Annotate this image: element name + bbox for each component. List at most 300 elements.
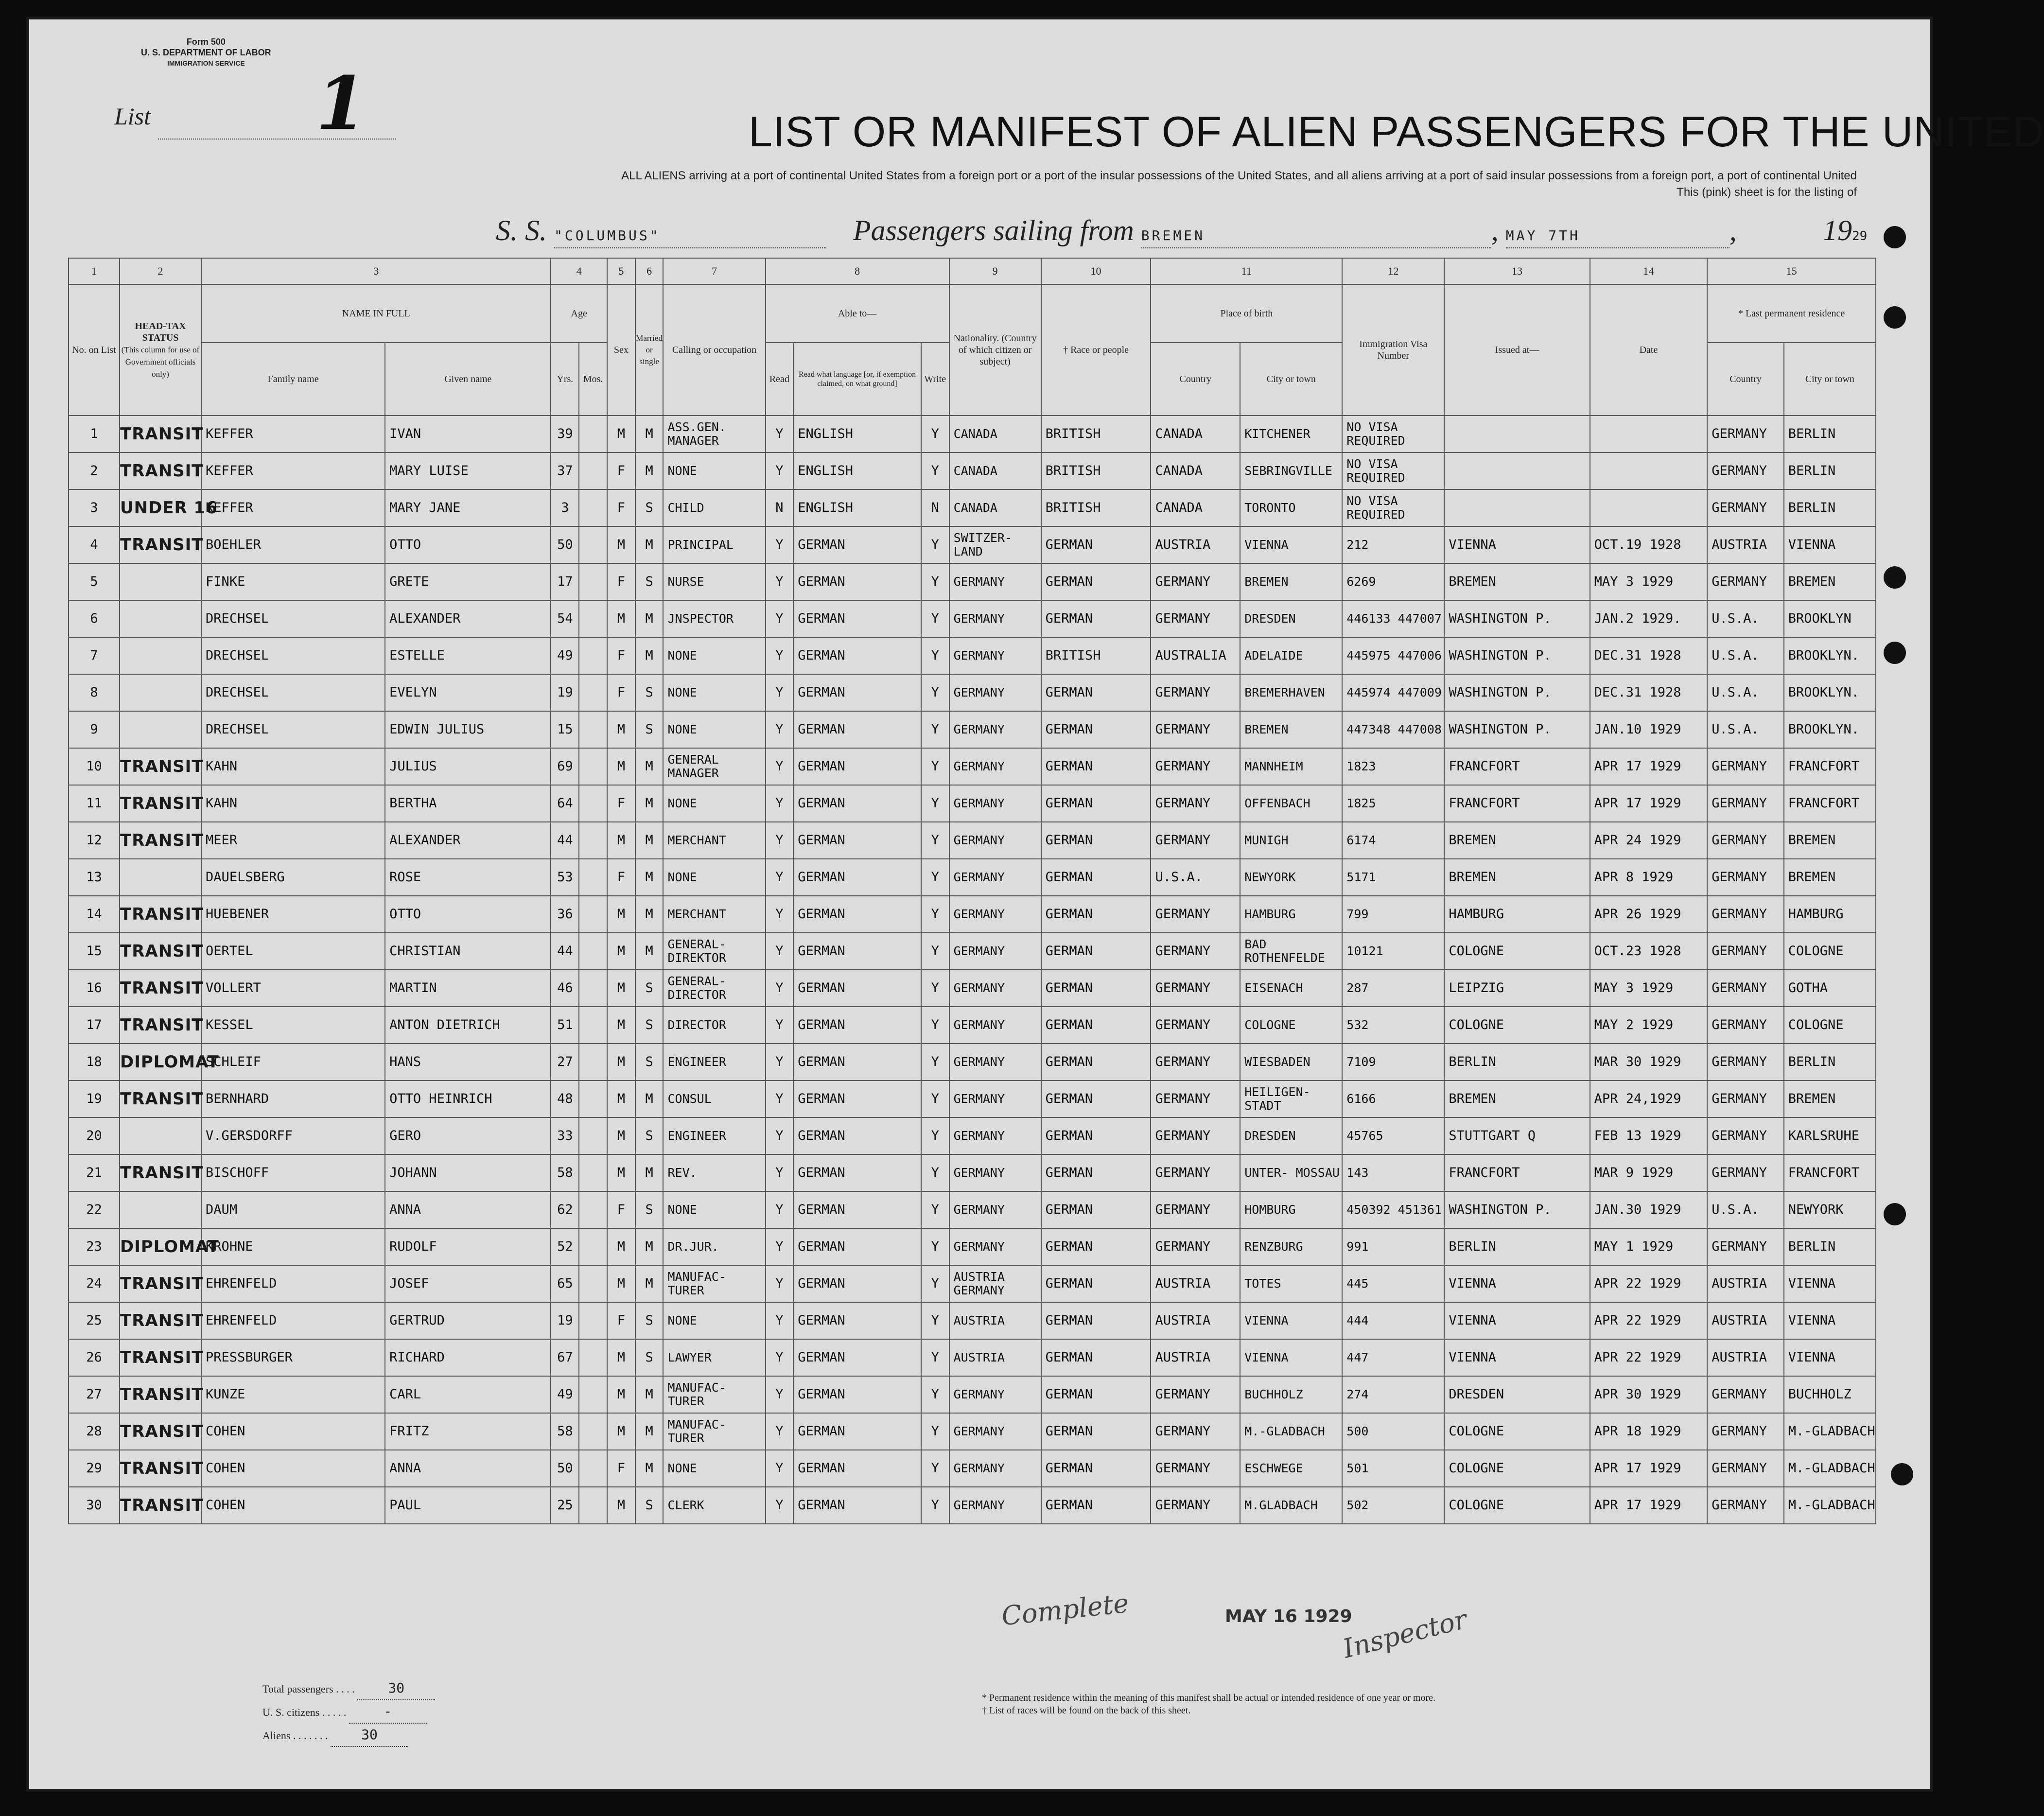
list-number: 1 [316,61,367,146]
given-name: OTTO HEINRICH [385,1081,551,1118]
ship-prefix: S. S. [496,214,547,246]
marital-status: M [635,526,664,563]
nationality: GERMANY [949,1081,1041,1118]
age-months [579,1450,607,1487]
visa-number: 799 [1342,896,1444,933]
race: BRITISH [1041,489,1151,526]
age-months [579,748,607,785]
can-write: Y [921,1413,949,1450]
can-read: Y [766,453,794,489]
marital-status: S [635,1339,664,1376]
handwritten-complete: Complete [1000,1588,1131,1632]
subtitle-line-2: This (pink) sheet is for the listing of [1677,186,1857,199]
birth-country: GERMANY [1151,896,1240,933]
header-married: Married or single [635,284,664,416]
residence-country: AUSTRIA [1707,526,1784,563]
table-row [69,1450,1876,1487]
sex: M [607,1413,635,1450]
visa-issued-at: COLOGNE [1444,1413,1590,1450]
row-number: 20 [69,1118,120,1154]
visa-issued-at: DRESDEN [1444,1376,1590,1413]
can-read: Y [766,859,794,896]
table-row [69,416,1876,453]
residence-country: GERMANY [1707,1376,1784,1413]
residence-city: HAMBURG [1784,896,1876,933]
birth-country: GERMANY [1151,674,1240,711]
header-given-name: Given name [385,343,551,416]
col-num-11: 11 [1151,258,1342,284]
visa-number: 446133 447007 [1342,600,1444,637]
sex: M [607,970,635,1007]
table-row [69,1118,1876,1154]
visa-date: APR 8 1929 [1590,859,1708,896]
visa-issued-at: HAMBURG [1444,896,1590,933]
given-name: OTTO [385,896,551,933]
totals [262,1677,435,1747]
residence-country: GERMANY [1707,1154,1784,1191]
can-read: Y [766,970,794,1007]
race: GERMAN [1041,859,1151,896]
visa-number: 450392 451361 [1342,1191,1444,1228]
birth-country: GERMANY [1151,970,1240,1007]
birth-city: DRESDEN [1240,1118,1342,1154]
occupation: LAWYER [663,1339,765,1376]
age-years: 64 [551,785,579,822]
visa-date: APR 22 1929 [1590,1339,1708,1376]
read-language: GERMAN [793,1376,921,1413]
marital-status: M [635,637,664,674]
residence-city: BUCHHOLZ [1784,1376,1876,1413]
visa-issued-at: WASHINGTON P. [1444,711,1590,748]
punch-hole [1891,1463,1913,1485]
visa-issued-at: BERLIN [1444,1044,1590,1081]
given-name: FRITZ [385,1413,551,1450]
residence-country: GERMANY [1707,1044,1784,1081]
head-tax-status: TRANSIT [120,822,201,859]
occupation: NONE [663,1450,765,1487]
marital-status: M [635,896,664,933]
birth-country: GERMANY [1151,1413,1240,1450]
header-head-tax: HEAD-TAX STATUS (This column for use of Government officials only) [120,284,201,416]
table-row [69,563,1876,600]
race: GERMAN [1041,1118,1151,1154]
read-language: GERMAN [793,933,921,970]
can-write: Y [921,416,949,453]
read-language: GERMAN [793,600,921,637]
age-months [579,453,607,489]
read-language: GERMAN [793,1487,921,1524]
aliens-row: Aliens . . . . . . . 30 [262,1724,435,1747]
residence-country: GERMANY [1707,748,1784,785]
occupation: CONSUL [663,1081,765,1118]
occupation: NONE [663,637,765,674]
col-num-1: 1 [69,258,120,284]
nationality: AUSTRIA GERMANY [949,1265,1041,1302]
marital-status: M [635,1376,664,1413]
visa-number: 10121 [1342,933,1444,970]
birth-city: KITCHENER [1240,416,1342,453]
head-tax-status: TRANSIT [120,1487,201,1524]
residence-city: FRANCFORT [1784,1154,1876,1191]
row-number: 13 [69,859,120,896]
visa-number: 6174 [1342,822,1444,859]
race: GERMAN [1041,822,1151,859]
age-years: 27 [551,1044,579,1081]
family-name: BISCHOFF [201,1154,385,1191]
race: GERMAN [1041,1413,1151,1450]
departure-port: BREMEN [1141,227,1205,244]
race: GERMAN [1041,711,1151,748]
nationality: GERMANY [949,1487,1041,1524]
age-months [579,1118,607,1154]
visa-issued-at: COLOGNE [1444,933,1590,970]
occupation: MERCHANT [663,822,765,859]
header-issued-at: Issued at— [1444,284,1590,416]
age-years: 44 [551,933,579,970]
table-row [69,1376,1876,1413]
head-tax-status [120,1191,201,1228]
visa-number: NO VISA REQUIRED [1342,453,1444,489]
occupation: DR.JUR. [663,1228,765,1265]
visa-date: MAR 30 1929 [1590,1044,1708,1081]
can-write: Y [921,970,949,1007]
given-name: BERTHA [385,785,551,822]
visa-issued-at: BREMEN [1444,1081,1590,1118]
given-name: ALEXANDER [385,822,551,859]
family-name: OERTEL [201,933,385,970]
row-number: 7 [69,637,120,674]
birth-country: GERMANY [1151,1487,1240,1524]
visa-date: APR 17 1929 [1590,748,1708,785]
residence-country: AUSTRIA [1707,1302,1784,1339]
visa-number: 444 [1342,1302,1444,1339]
table-row [69,933,1876,970]
visa-date: APR 30 1929 [1590,1376,1708,1413]
can-write: Y [921,563,949,600]
manifest-table [68,258,1876,1524]
header-yrs: Yrs. [551,343,579,416]
age-months [579,1081,607,1118]
residence-city: BROOKLYN. [1784,674,1876,711]
row-number: 11 [69,785,120,822]
family-name: KROHNE [201,1228,385,1265]
table-row [69,822,1876,859]
age-months [579,563,607,600]
can-read: Y [766,526,794,563]
row-number: 25 [69,1302,120,1339]
sex: M [607,1487,635,1524]
residence-city: VIENNA [1784,1339,1876,1376]
residence-city: M.-GLADBACH [1784,1487,1876,1524]
visa-date: OCT.23 1928 [1590,933,1708,970]
punch-hole [1884,566,1906,589]
residence-country: GERMANY [1707,489,1784,526]
table-row [69,1007,1876,1044]
departure-year: 1929 [1823,214,1868,246]
family-name: BERNHARD [201,1081,385,1118]
birth-country: CANADA [1151,489,1240,526]
family-name: KESSEL [201,1007,385,1044]
can-write: Y [921,1339,949,1376]
birth-country: GERMANY [1151,1007,1240,1044]
birth-country: GERMANY [1151,1154,1240,1191]
header-birth-city: City or town [1240,343,1342,416]
residence-country: GERMANY [1707,1450,1784,1487]
can-write: Y [921,748,949,785]
family-name: DRECHSEL [201,674,385,711]
handwritten-inspector: Inspector [1340,1604,1470,1664]
residence-country: GERMANY [1707,563,1784,600]
form-header [141,36,271,69]
age-years: 37 [551,453,579,489]
age-months [579,1007,607,1044]
residence-city: M.-GLADBACH [1784,1413,1876,1450]
visa-issued-at [1444,416,1590,453]
age-years: 46 [551,970,579,1007]
occupation: GENERAL- DIREKTOR [663,933,765,970]
age-months [579,1228,607,1265]
birth-country: GERMANY [1151,822,1240,859]
given-name: MARTIN [385,970,551,1007]
row-number: 24 [69,1265,120,1302]
can-read: Y [766,748,794,785]
occupation: ENGINEER [663,1118,765,1154]
race: GERMAN [1041,970,1151,1007]
visa-issued-at: STUTTGART Q [1444,1118,1590,1154]
residence-country: GERMANY [1707,1487,1784,1524]
residence-country: U.S.A. [1707,637,1784,674]
punch-hole [1884,1203,1906,1225]
birth-city: WIESBADEN [1240,1044,1342,1081]
can-write: Y [921,896,949,933]
visa-date: JAN.10 1929 [1590,711,1708,748]
row-number: 19 [69,1081,120,1118]
sex: M [607,933,635,970]
can-read: Y [766,896,794,933]
table-row [69,785,1876,822]
occupation: NONE [663,859,765,896]
nationality: AUSTRIA [949,1339,1041,1376]
header-nationality: Nationality. (Country of which citizen or subject) [949,284,1041,416]
can-read: Y [766,416,794,453]
race: GERMAN [1041,1265,1151,1302]
visa-date: APR 22 1929 [1590,1265,1708,1302]
race: GERMAN [1041,896,1151,933]
given-name: CARL [385,1376,551,1413]
can-write: Y [921,1376,949,1413]
age-years: 39 [551,416,579,453]
marital-status: S [635,970,664,1007]
visa-date: APR 17 1929 [1590,1487,1708,1524]
birth-country: AUSTRIA [1151,1265,1240,1302]
residence-country: GERMANY [1707,416,1784,453]
age-years: 53 [551,859,579,896]
nationality: GERMANY [949,896,1041,933]
visa-number: 501 [1342,1450,1444,1487]
visa-date: JAN.2 1929. [1590,600,1708,637]
can-read: Y [766,1413,794,1450]
table-row [69,1081,1876,1118]
age-months [579,859,607,896]
family-name: EHRENFELD [201,1265,385,1302]
age-years: 3 [551,489,579,526]
sex: M [607,416,635,453]
given-name: RICHARD [385,1339,551,1376]
age-years: 44 [551,822,579,859]
can-write: Y [921,933,949,970]
header-row-1 [69,284,1876,343]
col-num-6: 6 [635,258,664,284]
residence-city: NEWYORK [1784,1191,1876,1228]
occupation: MANUFAC- TURER [663,1376,765,1413]
nationality: GERMANY [949,748,1041,785]
can-write: Y [921,859,949,896]
birth-city: SEBRINGVILLE [1240,453,1342,489]
visa-date: JAN.30 1929 [1590,1191,1708,1228]
nationality: SWITZER- LAND [949,526,1041,563]
table-row [69,600,1876,637]
race: GERMAN [1041,785,1151,822]
age-years: 50 [551,526,579,563]
age-months [579,637,607,674]
can-read: Y [766,1302,794,1339]
race: GERMAN [1041,933,1151,970]
visa-number: 445974 447009 [1342,674,1444,711]
can-read: Y [766,933,794,970]
visa-date: MAY 2 1929 [1590,1007,1708,1044]
visa-number: 1825 [1342,785,1444,822]
birth-country: CANADA [1151,416,1240,453]
age-years: 58 [551,1413,579,1450]
occupation: JNSPECTOR [663,600,765,637]
can-write: Y [921,526,949,563]
marital-status: M [635,1413,664,1450]
age-years: 67 [551,1339,579,1376]
family-name: SCHLEIF [201,1044,385,1081]
read-language: GERMAN [793,711,921,748]
visa-number: NO VISA REQUIRED [1342,416,1444,453]
residence-city: GOTHA [1784,970,1876,1007]
marital-status: S [635,711,664,748]
table-row [69,1265,1876,1302]
given-name: EDWIN JULIUS [385,711,551,748]
occupation: MANUFAC- TURER [663,1265,765,1302]
visa-date: MAR 9 1929 [1590,1154,1708,1191]
residence-city: BERLIN [1784,489,1876,526]
given-name: PAUL [385,1487,551,1524]
age-years: 15 [551,711,579,748]
visa-issued-at: LEIPZIG [1444,970,1590,1007]
sex: M [607,1044,635,1081]
aliens-value: 30 [331,1724,408,1747]
row-number: 9 [69,711,120,748]
residence-city: BREMEN [1784,822,1876,859]
birth-city: TOTES [1240,1265,1342,1302]
sex: M [607,1154,635,1191]
occupation: CHILD [663,489,765,526]
race: GERMAN [1041,748,1151,785]
sex: M [607,1339,635,1376]
head-tax-status [120,637,201,674]
race: GERMAN [1041,1044,1151,1081]
race: GERMAN [1041,1450,1151,1487]
residence-country: U.S.A. [1707,711,1784,748]
read-language: GERMAN [793,1081,921,1118]
head-tax-status: UNDER 16 [120,489,201,526]
head-tax-status: TRANSIT [120,1302,201,1339]
race: GERMAN [1041,1191,1151,1228]
page-title: LIST OR MANIFEST OF ALIEN PASSENGERS FOR THE UNITED [749,107,2044,156]
read-language: GERMAN [793,1007,921,1044]
table-row [69,1154,1876,1191]
header-date: Date [1590,284,1708,416]
can-read: Y [766,1339,794,1376]
header-place-of-birth: Place of birth [1151,284,1342,343]
manifest-table-wrapper [68,258,1915,1524]
birth-country: GERMANY [1151,711,1240,748]
head-tax-status: TRANSIT [120,933,201,970]
can-write: N [921,489,949,526]
read-language: GERMAN [793,896,921,933]
birth-country: GERMANY [1151,748,1240,785]
occupation: MERCHANT [663,896,765,933]
can-read: Y [766,1081,794,1118]
age-years: 50 [551,1450,579,1487]
birth-city: UNTER- MOSSAU [1240,1154,1342,1191]
age-years: 33 [551,1118,579,1154]
visa-number: 143 [1342,1154,1444,1191]
occupation: REV. [663,1154,765,1191]
given-name: RUDOLF [385,1228,551,1265]
visa-issued-at: VIENNA [1444,526,1590,563]
family-name: DRECHSEL [201,600,385,637]
header-visa-number: Immigration Visa Number [1342,284,1444,416]
header-res-country: Country [1707,343,1784,416]
age-months [579,1191,607,1228]
residence-country: GERMANY [1707,970,1784,1007]
visa-issued-at: FRANCFORT [1444,748,1590,785]
age-months [579,416,607,453]
age-years: 48 [551,1081,579,1118]
age-years: 65 [551,1265,579,1302]
visa-number: 445 [1342,1265,1444,1302]
marital-status: S [635,1118,664,1154]
age-years: 51 [551,1007,579,1044]
visa-issued-at: FRANCFORT [1444,785,1590,822]
given-name: JOHANN [385,1154,551,1191]
visa-number: 532 [1342,1007,1444,1044]
race: BRITISH [1041,637,1151,674]
can-write: Y [921,674,949,711]
header-sex: Sex [607,284,635,416]
row-number: 26 [69,1339,120,1376]
footnotes [982,1692,1435,1717]
given-name: GERO [385,1118,551,1154]
age-years: 49 [551,637,579,674]
read-language: GERMAN [793,1265,921,1302]
head-tax-status: TRANSIT [120,748,201,785]
age-months [579,526,607,563]
birth-country: GERMANY [1151,1044,1240,1081]
age-years: 36 [551,896,579,933]
table-row [69,1339,1876,1376]
nationality: GERMANY [949,1413,1041,1450]
residence-country: U.S.A. [1707,1191,1784,1228]
total-passengers-row: Total passengers . . . . 30 [262,1677,435,1700]
can-write: Y [921,1118,949,1154]
head-tax-status: TRANSIT [120,453,201,489]
service-name: IMMIGRATION SERVICE [167,59,245,67]
